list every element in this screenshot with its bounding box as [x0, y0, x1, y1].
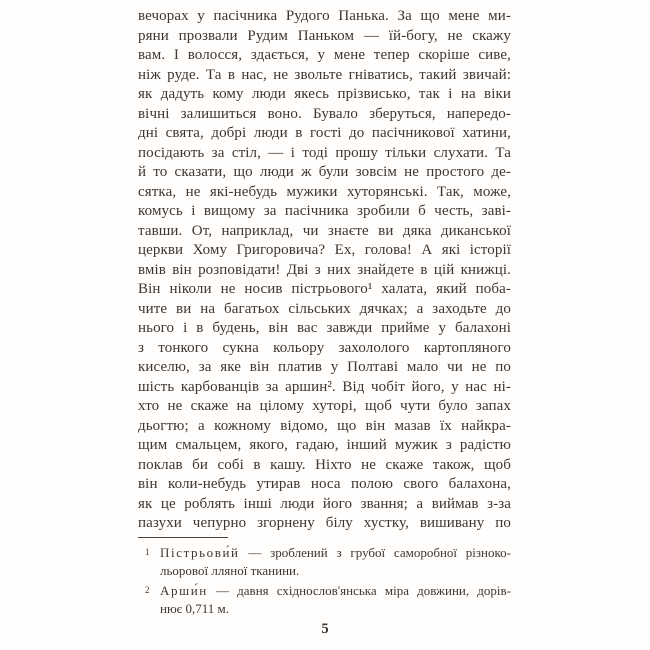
footnote-2: [138, 582, 511, 618]
body-line: ряни прозвали Рудим Паньком — їй-богу, не скажу: [138, 27, 511, 44]
body-line: щим смальцем, якого, гадаю, інший мужик з радістю: [138, 437, 511, 453]
footnote-1-marker: 1: [145, 547, 150, 557]
footnote-1-line-2: льорової лляної тканини.: [160, 563, 300, 578]
text-block: [138, 7, 511, 618]
footnote-1-line-1: [160, 544, 511, 562]
footnote-1: [138, 544, 511, 580]
body-line: церкви Хому Григоровича? Ех, голова! А які історії: [138, 242, 511, 258]
body-line: й то сказати, що люди ж були зовсім не простого де-: [138, 164, 511, 180]
page-number: 5: [321, 621, 329, 637]
body-line: киселю, за яке він платив у Полтаві мало чи не по: [138, 359, 511, 375]
body-line: вам. І волосся, здається, у мене тепер скоріше сиве,: [138, 47, 511, 63]
body-line: з тонкого сукна кольору захололого картопляного: [138, 339, 511, 356]
body-line: хто не скаже на цілому хуторі, щоб чути було запах: [138, 398, 511, 414]
body-line: чите ви на багатьох сільських дячках; а заходьте до: [138, 300, 511, 317]
body-line: вмів він розповідати! Дві з них знайдете в цій книжці.: [138, 261, 511, 278]
body-line: пазухи чепурно згорнену білу хустку, вишивану по: [138, 515, 511, 531]
footnote-2-definition: — давня східнослов'янська міра довжини, дорів-: [207, 583, 511, 598]
body-line: дні свята, добрі люди в гості до пасічникової хатини,: [138, 125, 511, 141]
body-line: як дадуть кому люди якесь прізвисько, так і на віки: [138, 86, 511, 102]
body-line: поклав би собі в кашу. Ніхто не скаже також, щоб: [138, 456, 511, 473]
body-line: нього і в будень, він вас завжди прийме у балахоні: [138, 320, 511, 336]
body-line: вічні залишиться воно. Бувало зберуться, напередо-: [138, 105, 511, 122]
body-line: ніж руде. Та в нас, не звольте гніватись, такий звичай:: [138, 66, 511, 83]
body-line: сятка, не які-небудь мужики хуторянські. Так, може,: [138, 183, 511, 200]
footnote-2-marker: 2: [145, 585, 150, 595]
body-line: тавши. От, наприклад, чи знаєте ви дяка диканської: [138, 222, 511, 239]
footnote-2-line-1: [160, 582, 511, 600]
body-line: Він ніколи не носив пістрьового¹ халата, який поба-: [138, 281, 511, 297]
body-text: [138, 7, 511, 534]
body-line: як це роблять інші люди його звання; а виймав з-за: [138, 495, 511, 512]
footnote-1-term: Пістрьови́й: [160, 545, 240, 560]
body-line: комусь і вищому за пасічника зробили б честь, заві-: [138, 203, 511, 219]
footnote-separator: [138, 537, 228, 539]
body-line: шість карбованців за аршин². Від чобіт його, у нас ні-: [138, 378, 511, 395]
body-line: дьогтю; а кожному відомо, що він мазав їх найкра-: [138, 417, 511, 434]
body-line: посідають за стіл, — і тоді прошу тільки слухати. Та: [138, 144, 511, 161]
body-line: він коли-небудь утирав носа полою свого балахона,: [138, 476, 511, 492]
footnote-1-definition: — зроблений з грубої саморобної різноко-: [239, 545, 511, 560]
body-line: вечорах у пасічника Рудого Панька. За що мене ми-: [138, 8, 511, 24]
footnote-2-line-2: нює 0,711 м.: [160, 601, 229, 616]
footnote-2-term: Арши́н: [160, 583, 208, 598]
